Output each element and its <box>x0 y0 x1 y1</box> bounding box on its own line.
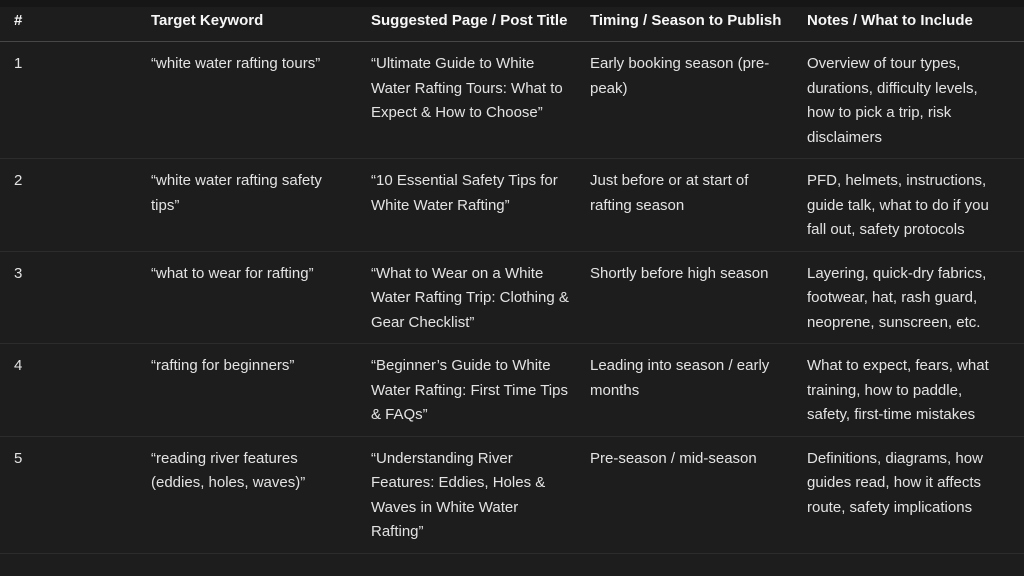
cell-target-keyword: “white water rafting safety tips” <box>151 159 371 252</box>
keyword-plan-table <box>0 7 1024 554</box>
cell-target-keyword: “white water rafting tours” <box>151 42 371 159</box>
cell-notes: Overview of tour types, durations, difficulty levels, how to pick a trip, risk disclaimers <box>807 42 1024 159</box>
cell-row-number: 5 <box>0 436 151 553</box>
cell-suggested-title: “Beginner’s Guide to White Water Rafting: First Time Tips & FAQs” <box>371 344 590 437</box>
table-header-row <box>0 7 1024 42</box>
cell-notes: Layering, quick-dry fabrics, footwear, hat, rash guard, neoprene, sunscreen, etc. <box>807 251 1024 344</box>
cell-timing: Shortly before high season <box>590 251 807 344</box>
cell-notes: PFD, helmets, instructions, guide talk, what to do if you fall out, safety protocols <box>807 159 1024 252</box>
cell-suggested-title: “10 Essential Safety Tips for White Water Rafting” <box>371 159 590 252</box>
cell-notes: What to expect, fears, what training, how to paddle, safety, first-time mistakes <box>807 344 1024 437</box>
cell-row-number: 4 <box>0 344 151 437</box>
cell-row-number: 1 <box>0 42 151 159</box>
cell-notes: Definitions, diagrams, how guides read, how it affects route, safety implications <box>807 436 1024 553</box>
top-edge-shadow <box>0 0 1024 7</box>
cell-row-number: 2 <box>0 159 151 252</box>
table-row <box>0 159 1024 252</box>
cell-suggested-title: “What to Wear on a White Water Rafting Trip: Clothing & Gear Checklist” <box>371 251 590 344</box>
cell-suggested-title: “Ultimate Guide to White Water Rafting Tours: What to Expect & How to Choose” <box>371 42 590 159</box>
cell-row-number: 3 <box>0 251 151 344</box>
cell-timing: Early booking season (pre-peak) <box>590 42 807 159</box>
column-header-target-keyword: Target Keyword <box>151 7 371 42</box>
table-row <box>0 344 1024 437</box>
column-header-timing: Timing / Season to Publish <box>590 7 807 42</box>
table-row <box>0 436 1024 553</box>
table-row <box>0 251 1024 344</box>
cell-timing: Pre-season / mid-season <box>590 436 807 553</box>
column-header-number: # <box>0 7 151 42</box>
cell-target-keyword: “what to wear for rafting” <box>151 251 371 344</box>
column-header-suggested-title: Suggested Page / Post Title <box>371 7 590 42</box>
cell-timing: Leading into season / early months <box>590 344 807 437</box>
cell-suggested-title: “Understanding River Features: Eddies, Holes & Waves in White Water Rafting” <box>371 436 590 553</box>
cell-target-keyword: “rafting for beginners” <box>151 344 371 437</box>
column-header-notes: Notes / What to Include <box>807 7 1024 42</box>
table-row <box>0 42 1024 159</box>
cell-timing: Just before or at start of rafting season <box>590 159 807 252</box>
cell-target-keyword: “reading river features (eddies, holes, waves)” <box>151 436 371 553</box>
